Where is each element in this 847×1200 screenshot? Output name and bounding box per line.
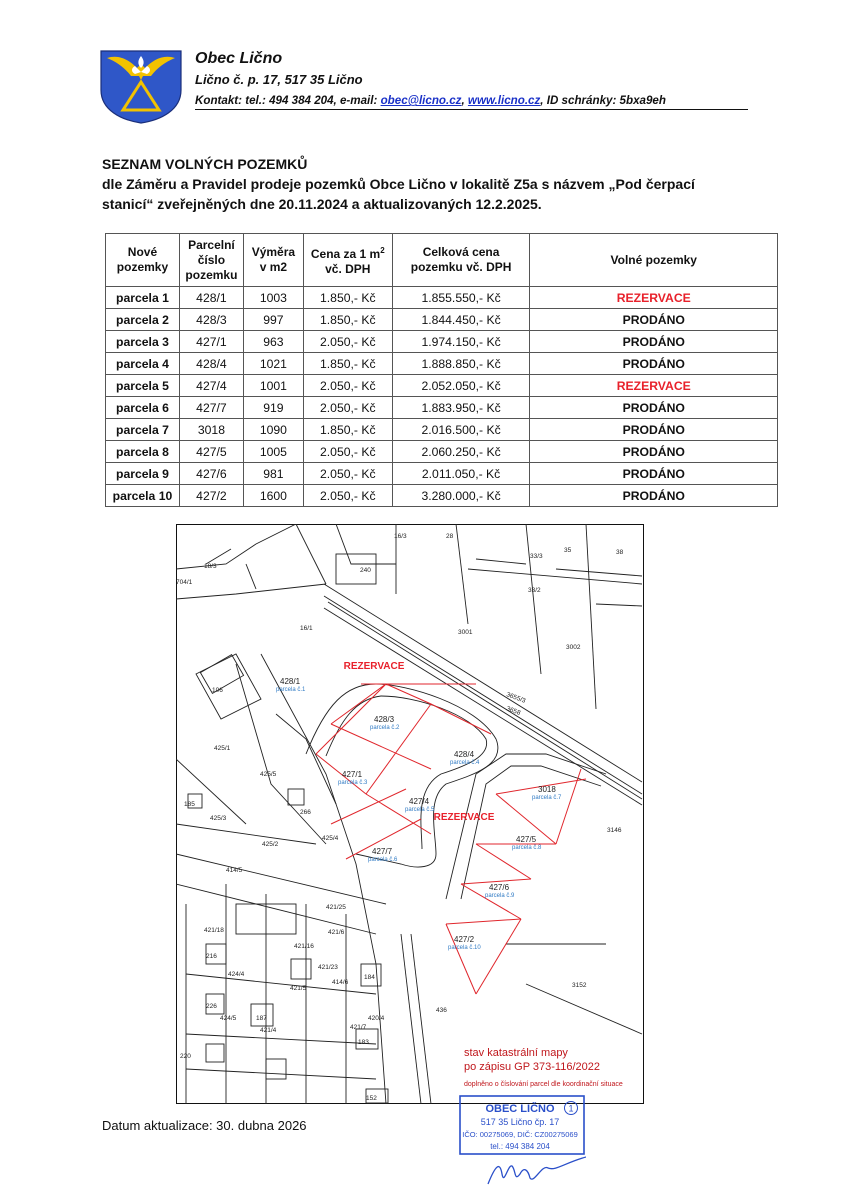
map-plot-number-5: 427/4 <box>409 797 430 806</box>
lot-name-cell: parcela 1 <box>106 287 180 309</box>
total-price-cell: 1.974.150,- Kč <box>392 331 530 353</box>
status-cell: PRODÁNO <box>530 485 778 507</box>
lot-name-cell: parcela 8 <box>106 441 180 463</box>
map-parcel-421-4: 421/4 <box>260 1027 277 1034</box>
map-plot-number-4: 428/4 <box>454 750 475 759</box>
table-header-row <box>106 234 778 287</box>
map-parcel-414-6: 414/6 <box>332 979 349 986</box>
area-cell: 1001 <box>243 375 303 397</box>
map-parcel-421-6: 421/6 <box>328 929 345 936</box>
map-road-3658: 3658 <box>505 705 522 717</box>
header-total-price: Celková cena pozemku vč. DPH <box>392 234 530 287</box>
map-parcel-421-7: 421/7 <box>350 1024 367 1031</box>
map-parcel-3146: 3146 <box>607 827 622 834</box>
area-cell: 1005 <box>243 441 303 463</box>
map-parcel-424-4: 424/4 <box>228 971 245 978</box>
map-building-240: 240 <box>360 567 371 574</box>
lot-name-cell: parcela 9 <box>106 463 180 485</box>
header-price-per-m2: Cena za 1 $m^2$ vč. DPH <box>303 234 392 287</box>
area-cell: 997 <box>243 309 303 331</box>
table-row <box>106 309 778 331</box>
signature <box>488 1152 586 1184</box>
map-parcel-33-2: 33/2 <box>528 587 541 594</box>
status-cell: PRODÁNO <box>530 309 778 331</box>
area-cell: 1021 <box>243 353 303 375</box>
header-status: Volné pozemky <box>530 234 778 287</box>
map-parcel-33-3: 33/3 <box>530 553 543 560</box>
map-parcel-3002: 3002 <box>566 644 581 651</box>
area-cell: 919 <box>243 397 303 419</box>
document-heading <box>102 154 762 214</box>
header-parcel-number: Parcelní číslo pozemku <box>179 234 243 287</box>
total-price-cell: 1.883.950,- Kč <box>392 397 530 419</box>
status-cell: REZERVACE <box>530 375 778 397</box>
map-plot-tag-5: parcela č.5 <box>405 807 435 813</box>
status-cell: PRODÁNO <box>530 331 778 353</box>
map-label-reserved-1: REZERVACE <box>343 661 405 672</box>
map-building-152: 152 <box>366 1095 377 1102</box>
price-per-m2-cell: 2.050,- Kč <box>303 375 392 397</box>
stamp-phone: tel.: 494 384 204 <box>490 1142 550 1151</box>
lot-name-cell: parcela 3 <box>106 331 180 353</box>
municipality-coat-of-arms <box>99 50 183 124</box>
parcel-number-cell: 427/1 <box>179 331 243 353</box>
map-parcel-436: 436 <box>436 1007 447 1014</box>
parcel-number-cell: 427/5 <box>179 441 243 463</box>
map-parcel-704-1: 704/1 <box>176 579 193 586</box>
free-lots-table <box>105 233 778 507</box>
contact-suffix: , ID schránky: 5bxa9eh <box>540 94 666 107</box>
area-cell: 963 <box>243 331 303 353</box>
table-row <box>106 331 778 353</box>
map-building-226: 226 <box>206 1003 217 1010</box>
total-price-cell: 2.060.250,- Kč <box>392 441 530 463</box>
map-parcel-424-5: 424/5 <box>220 1015 237 1022</box>
total-price-cell: 2.016.500,- Kč <box>392 419 530 441</box>
map-building-220: 220 <box>180 1053 191 1060</box>
parcel-number-cell: 427/7 <box>179 397 243 419</box>
map-parcel-414-5: 414/5 <box>226 867 243 874</box>
table-row <box>106 287 778 309</box>
map-road-3655-3: 3655/3 <box>505 691 527 705</box>
map-plot-number-3: 427/1 <box>342 770 363 779</box>
total-price-cell: 1.844.450,- Kč <box>392 309 530 331</box>
email-link[interactable]: obec@licno.cz <box>380 94 462 107</box>
municipality-address: Lično č. p. 17, 517 35 Lično <box>195 72 363 87</box>
map-plot-number-10: 427/2 <box>454 935 475 944</box>
map-plot-tag-4: parcela č.4 <box>450 760 480 766</box>
lot-name-cell: parcela 10 <box>106 485 180 507</box>
map-plot-tag-6: parcela č.6 <box>368 857 398 863</box>
price-per-m2-cell: 2.050,- Kč <box>303 441 392 463</box>
map-note-line-2: po zápisu GP 373-116/2022 <box>464 1061 600 1073</box>
table-row <box>106 463 778 485</box>
contact-separator: , <box>461 94 468 107</box>
map-parcel-28: 28 <box>446 533 454 540</box>
map-plot-number-1: 428/1 <box>280 677 301 686</box>
table-row <box>106 441 778 463</box>
price-per-m2-cell: 1.850,- Kč <box>303 419 392 441</box>
lot-name-cell: parcela 7 <box>106 419 180 441</box>
map-plot-tag-3: parcela č.3 <box>338 780 368 786</box>
stamp-mark: 1 <box>568 1103 574 1114</box>
map-plot-number-7: 3018 <box>538 785 556 794</box>
map-parcel-3152: 3152 <box>572 982 587 989</box>
status-cell: PRODÁNO <box>530 463 778 485</box>
status-cell: PRODÁNO <box>530 397 778 419</box>
map-plot-number-9: 427/6 <box>489 883 510 892</box>
area-cell: 981 <box>243 463 303 485</box>
price-per-m2-cell: 1.850,- Kč <box>303 287 392 309</box>
map-building-184: 184 <box>364 974 375 981</box>
map-parcel-3001: 3001 <box>458 629 473 636</box>
map-parcel-421-23: 421/23 <box>318 964 338 971</box>
map-parcel-35: 35 <box>564 547 572 554</box>
map-parcel-420-4: 420/4 <box>368 1015 385 1022</box>
total-price-cell: 1.888.850,- Kč <box>392 353 530 375</box>
website-link[interactable]: www.licno.cz <box>467 94 541 107</box>
map-parcel-16-1: 16/1 <box>300 625 313 632</box>
map-parcel-421-5: 421/5 <box>290 985 307 992</box>
parcel-number-cell: 3018 <box>179 419 243 441</box>
status-cell: PRODÁNO <box>530 353 778 375</box>
official-stamp <box>458 1094 586 1194</box>
map-plot-number-8: 427/5 <box>516 835 537 844</box>
update-date: Datum aktualizace: 30. dubna 2026 <box>102 1118 307 1133</box>
map-building-187: 187 <box>256 1015 267 1022</box>
map-building-183: 183 <box>358 1039 369 1046</box>
contact-prefix: Kontakt: tel.: 494 384 204, e-mail: <box>195 94 381 107</box>
parcel-number-cell: 427/2 <box>179 485 243 507</box>
status-cell: PRODÁNO <box>530 441 778 463</box>
total-price-cell: 2.011.050,- Kč <box>392 463 530 485</box>
price-per-m2-cell: 2.050,- Kč <box>303 485 392 507</box>
map-plot-tag-1: parcela č.1 <box>276 687 306 693</box>
map-note-line-3: doplněno o číslování parcel dle koordinační situace <box>464 1081 623 1088</box>
map-building-106: 106 <box>212 687 223 694</box>
parcel-number-cell: 427/6 <box>179 463 243 485</box>
price-per-m2-cell: 2.050,- Kč <box>303 331 392 353</box>
table-row <box>106 419 778 441</box>
heading-title: SEZNAM VOLNÝCH POZEMKŮ <box>102 156 308 172</box>
map-parcel-425-2: 425/2 <box>262 841 279 848</box>
map-parcel-425-4: 425/4 <box>322 835 339 842</box>
header-new-lots: Nové pozemky <box>106 234 180 287</box>
map-plot-number-2: 428/3 <box>374 715 395 724</box>
parcel-number-cell: 427/4 <box>179 375 243 397</box>
total-price-cell: 1.855.550,- Kč <box>392 287 530 309</box>
lot-name-cell: parcela 6 <box>106 397 180 419</box>
map-parcel-16-3: 16/3 <box>394 533 407 540</box>
map-parcel-38: 38 <box>616 549 624 556</box>
price-per-m2-cell: 2.050,- Kč <box>303 463 392 485</box>
table-row <box>106 375 778 397</box>
map-parcel-18-3: 18/3 <box>204 563 217 570</box>
stamp-ids: IČO: 00275069, DIČ: CZ00275069 <box>462 1130 578 1139</box>
table-row <box>106 353 778 375</box>
map-building-266: 266 <box>300 809 311 816</box>
heading-line-2: dle Záměru a Pravidel prodeje pozemků Obce Lično v lokalitě Z5a s názvem „Pod čerpací <box>102 176 695 192</box>
price-per-m2-cell: 1.850,- Kč <box>303 309 392 331</box>
map-plot-number-6: 427/7 <box>372 847 393 856</box>
total-price-cell: 2.052.050,- Kč <box>392 375 530 397</box>
table-row <box>106 485 778 507</box>
map-parcel-421-18: 421/18 <box>204 927 224 934</box>
map-label-reserved-5: REZERVACE <box>433 812 495 823</box>
stamp-title: OBEC LIČNO <box>485 1103 555 1115</box>
map-parcel-425-1: 425/1 <box>214 745 231 752</box>
contact-line <box>195 94 666 107</box>
map-plot-tag-7: parcela č.7 <box>532 795 562 801</box>
price-per-m2-cell: 1.850,- Kč <box>303 353 392 375</box>
map-plot-tag-10: parcela č.10 <box>448 945 481 951</box>
lot-name-cell: parcela 2 <box>106 309 180 331</box>
parcel-number-cell: 428/4 <box>179 353 243 375</box>
header-area: Výměra v m2 <box>243 234 303 287</box>
map-parcel-421-25: 421/25 <box>326 904 346 911</box>
map-building-185: 185 <box>184 801 195 808</box>
status-cell: PRODÁNO <box>530 419 778 441</box>
map-plot-tag-8: parcela č.8 <box>512 845 542 851</box>
map-building-216: 216 <box>206 953 217 960</box>
price-per-m2-cell: 2.050,- Kč <box>303 397 392 419</box>
map-parcel-421-16: 421/16 <box>294 943 314 950</box>
lot-name-cell: parcela 4 <box>106 353 180 375</box>
status-cell: REZERVACE <box>530 287 778 309</box>
parcel-number-cell: 428/3 <box>179 309 243 331</box>
heading-line-3: stanicí“ zveřejněných dne 20.11.2024 a aktualizovaných 12.2.2025. <box>102 196 542 212</box>
table-row <box>106 397 778 419</box>
header-divider <box>195 109 748 110</box>
area-cell: 1600 <box>243 485 303 507</box>
cadastral-map <box>176 524 644 1104</box>
map-parcel-425-5: 425/5 <box>260 771 277 778</box>
area-cell: 1003 <box>243 287 303 309</box>
map-plot-tag-2: parcela č.2 <box>370 725 400 731</box>
area-cell: 1090 <box>243 419 303 441</box>
map-plot-tag-9: parcela č.9 <box>485 893 515 899</box>
municipality-name: Obec Lično <box>195 50 283 67</box>
map-note-line-1: stav katastrální mapy <box>464 1047 568 1059</box>
parcel-number-cell: 428/1 <box>179 287 243 309</box>
total-price-cell: 3.280.000,- Kč <box>392 485 530 507</box>
lot-name-cell: parcela 5 <box>106 375 180 397</box>
stamp-address: 517 35 Lično čp. 17 <box>480 1117 560 1127</box>
map-parcel-425-3: 425/3 <box>210 815 227 822</box>
